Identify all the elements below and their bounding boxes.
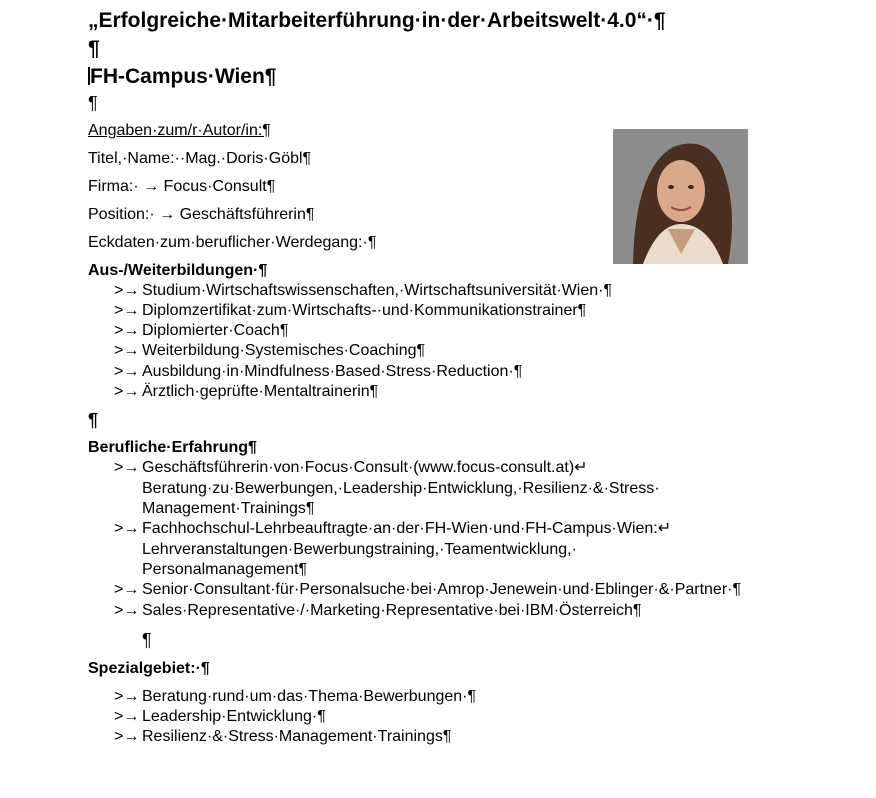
bullet-arrow: >→ <box>114 282 140 299</box>
name-line: Titel,·Name:··Mag.·Doris·Göbl¶ <box>88 150 312 167</box>
list-item: >→ Senior·Consultant·für·Personalsuche·bei·Amrop·Jenewein·und·Eblinger·&·Partner·¶ <box>114 581 742 598</box>
list-item: >→ Geschäftsführerin·von·Focus·Consult·(www.focus-consult.at)↵ <box>114 459 588 476</box>
list-item: >→ Resilienz·&·Stress·Management·Trainings¶ <box>114 728 452 745</box>
list-item: >→ Diplomzertifikat·zum·Wirtschafts-·und·Kommunikationstrainer¶ <box>114 302 587 319</box>
bullet-arrow: >→ <box>114 363 140 380</box>
list-item-continuation: Lehrveranstaltungen·Bewerbungstraining,·Teamentwicklung,· <box>142 541 577 558</box>
list-item: >→ Sales·Representative·/·Marketing·Representative·bei·IBM·Österreich¶ <box>114 602 642 619</box>
bullet-arrow: >→ <box>114 520 140 537</box>
bullet-arrow: >→ <box>114 708 140 725</box>
list-item: >→ Beratung·rund·um·das·Thema·Bewerbungen·¶ <box>114 688 477 705</box>
document-title: „Erfolgreiche·Mitarbeiterführung·in·der·Arbeitswelt·4.0“·¶ <box>88 9 666 32</box>
author-heading: Angaben·zum/r·Autor/in:¶ <box>88 122 271 139</box>
list-item-continuation: Beratung·zu·Bewerbungen,·Leadership·Entwicklung,·Resilienz·&·Stress· <box>142 480 660 497</box>
author-photo <box>613 129 748 264</box>
bullet-arrow: >→ <box>114 459 140 476</box>
bullet-arrow: >→ <box>114 581 140 598</box>
bullet-arrow: >→ <box>114 302 140 319</box>
list-item: >→ Ärztlich·geprüfte·Mentaltrainerin¶ <box>114 383 379 400</box>
list-item-continuation: Personalmanagement¶ <box>142 561 308 578</box>
list-item-continuation: Management·Trainings¶ <box>142 500 315 517</box>
empty-paragraph: ¶ <box>88 37 100 60</box>
institution-label: FH-Campus·Wien¶ <box>90 65 277 88</box>
specialty-heading: Spezialgebiet:·¶ <box>88 660 210 677</box>
bullet-arrow: >→ <box>114 342 140 359</box>
list-item: >→ Ausbildung·in·Mindfulness·Based·Stress·Reduction·¶ <box>114 363 523 380</box>
experience-heading: Berufliche·Erfahrung¶ <box>88 439 257 456</box>
list-item: >→ Studium·Wirtschaftswissenschaften,·Wirtschaftsuniversität·Wien·¶ <box>114 282 613 299</box>
list-item: >→ Leadership·Entwicklung·¶ <box>114 708 326 725</box>
firm-line: Firma:· → Focus·Consult¶ <box>88 178 276 195</box>
bullet-arrow: >→ <box>114 383 140 400</box>
portrait-image <box>613 129 748 264</box>
list-item: >→ Diplomierter·Coach¶ <box>114 322 289 339</box>
empty-paragraph: ¶ <box>88 410 99 430</box>
empty-paragraph: ¶ <box>142 630 152 650</box>
position-line: Position:· → Geschäftsführerin¶ <box>88 206 315 223</box>
bullet-arrow: >→ <box>114 602 140 619</box>
bullet-arrow: >→ <box>114 688 140 705</box>
list-item: >→ Fachhochschul-Lehrbeauftragte·an·der·FH-Wien·und·FH-Campus·Wien:↵ <box>114 520 672 537</box>
institution-heading <box>88 64 277 90</box>
empty-paragraph: ¶ <box>88 93 98 113</box>
bullet-arrow: >→ <box>114 728 140 745</box>
career-line: Eckdaten·zum·beruflicher·Werdegang:·¶ <box>88 234 377 251</box>
list-item: >→ Weiterbildung·Systemisches·Coaching¶ <box>114 342 426 359</box>
bullet-arrow: >→ <box>114 322 140 339</box>
education-heading: Aus-/Weiterbildungen·¶ <box>88 262 268 279</box>
